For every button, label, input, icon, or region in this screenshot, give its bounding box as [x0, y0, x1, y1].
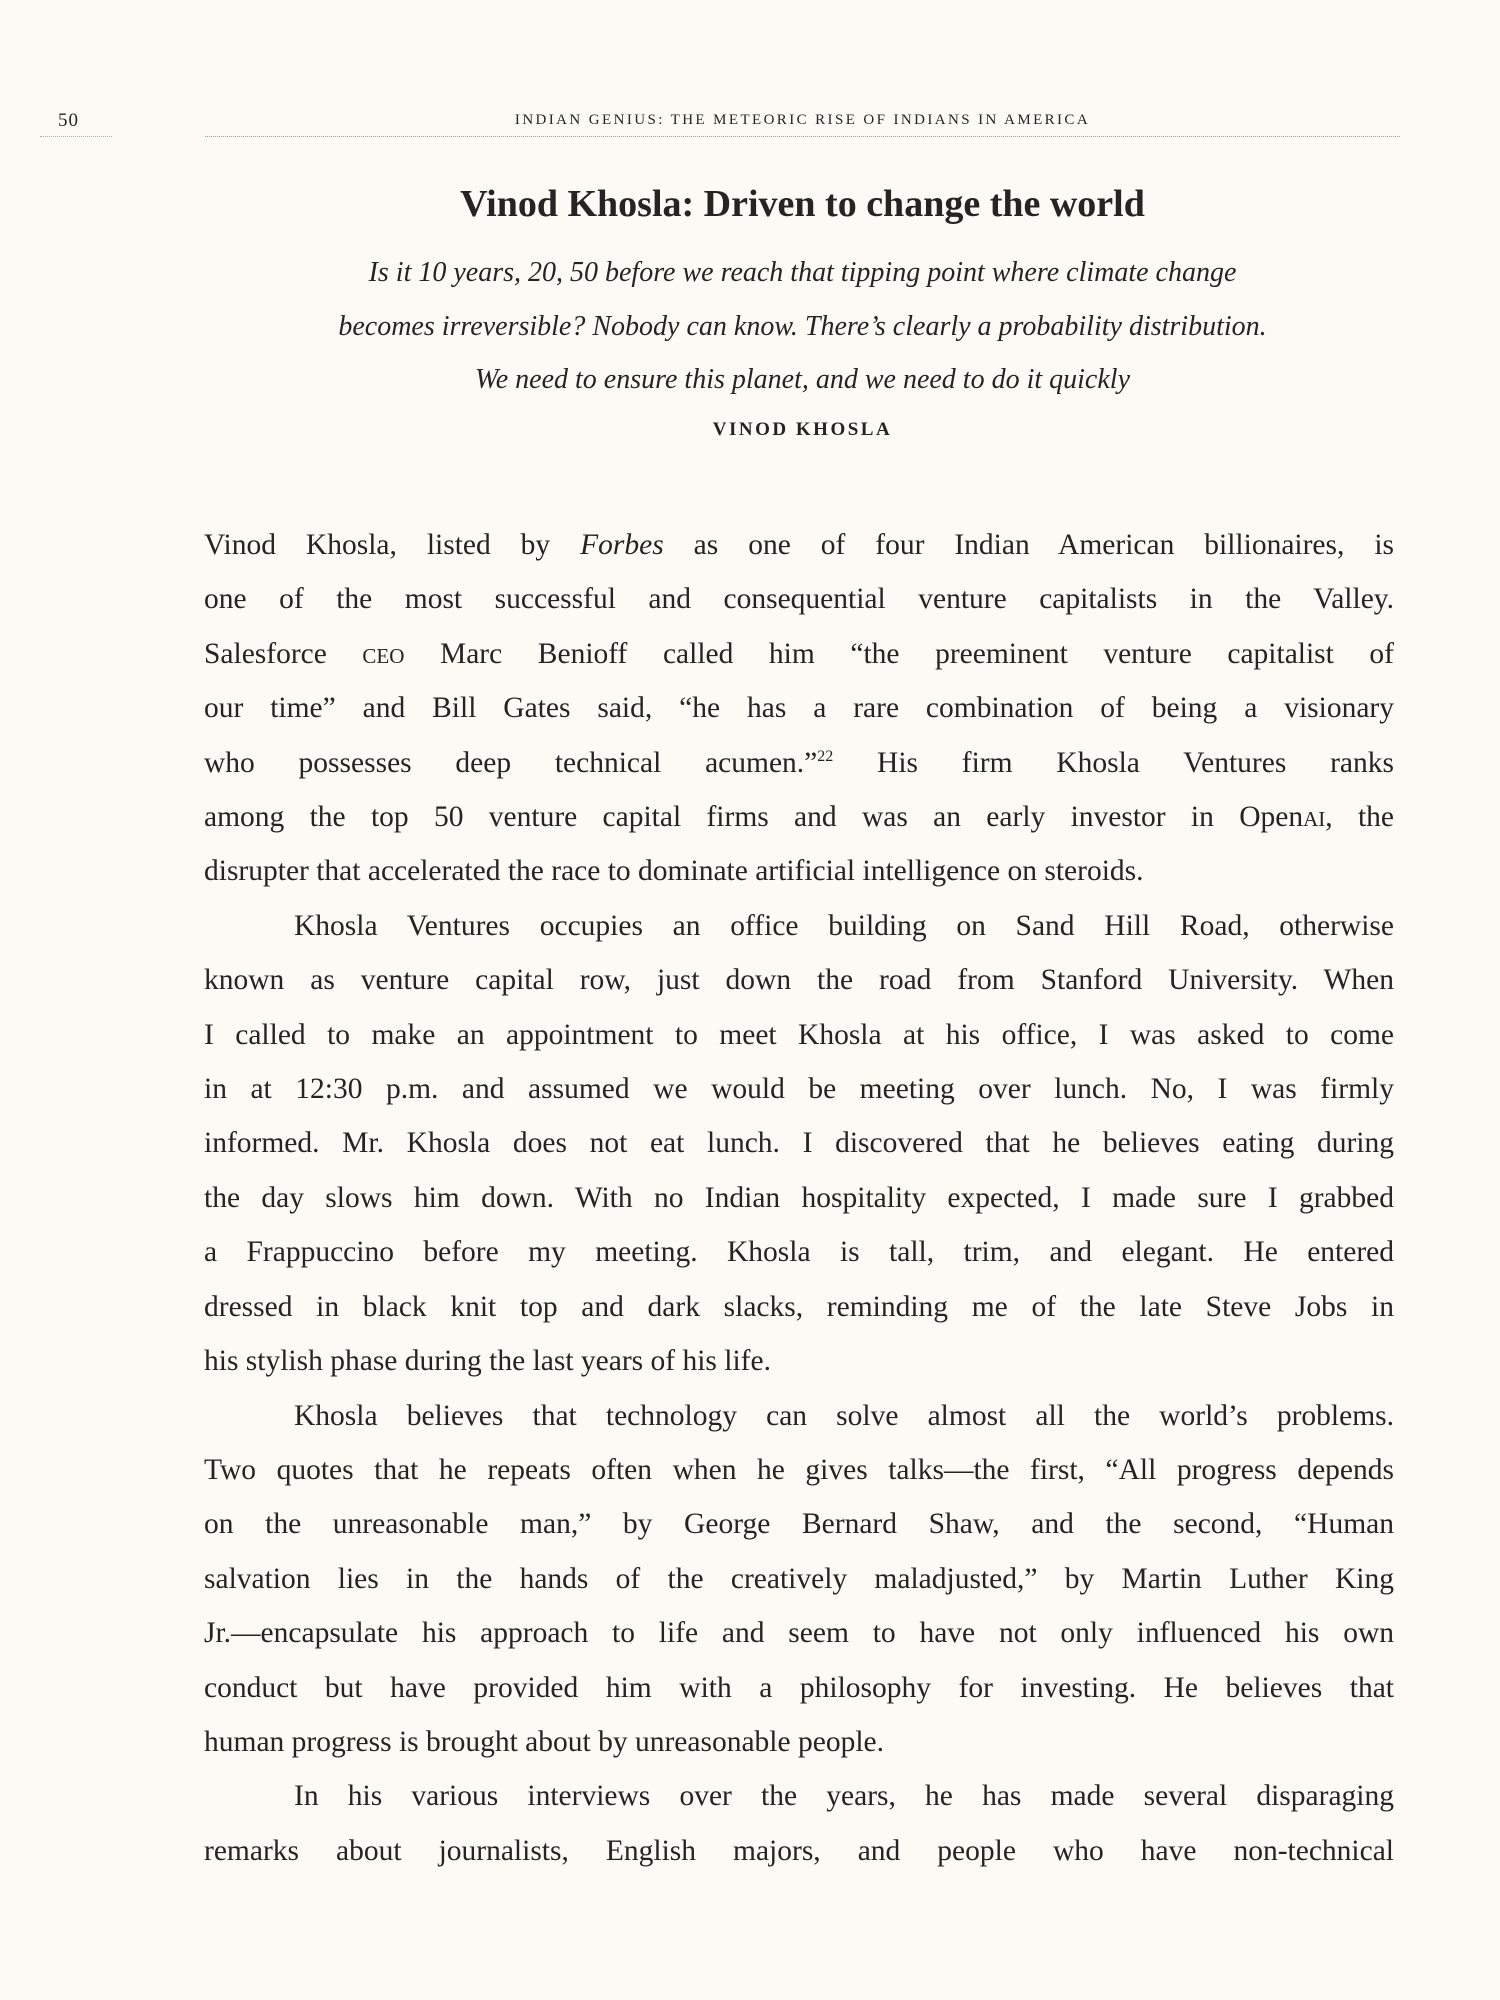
- body-line: one of the most successful and consequential venture capitalists in the Valley.: [204, 583, 1394, 616]
- body-line: in at 12:30 p.m. and assumed we would be meeting over lunch. No, I was firmly: [204, 1073, 1394, 1106]
- chapter-title: Vinod Khosla: Driven to change the world: [460, 183, 1145, 225]
- text-segment: Marc Benioff called him “the preeminent venture capitalist of: [404, 637, 1394, 670]
- running-header: INDIAN GENIUS: THE METEORIC RISE OF INDIANS IN AMERICA: [514, 112, 1091, 128]
- text-segment: Salesforce: [204, 637, 363, 670]
- text-segment: among the top 50 venture capital firms and was an early investor in Open: [204, 801, 1304, 834]
- body-line: [204, 627, 1394, 681]
- body-line: our time” and Bill Gates said, “he has a rare combination of being a visionary: [204, 692, 1394, 725]
- body-line: Jr.—encapsulate his approach to life and seem to have not only influenced his own: [204, 1617, 1394, 1650]
- body-line: dressed in black knit top and dark slacks, reminding me of the late Steve Jobs in: [204, 1290, 1394, 1323]
- epigraph-line: becomes irreversible? Nobody can know. There’s clearly a probability distribution.: [338, 310, 1267, 342]
- body-line: known as venture capital row, just down the road from Stanford University. When: [204, 964, 1394, 997]
- text-segment: who possesses deep technical acumen.”: [204, 746, 818, 779]
- body-line: I called to make an appointment to meet Khosla at his office, I was asked to come: [204, 1018, 1394, 1051]
- body-line: the day slows him down. With no Indian hospitality expected, I made sure I grabbed: [204, 1181, 1394, 1214]
- body-text: [204, 518, 1394, 1878]
- text-segment: , the: [1325, 801, 1394, 834]
- page-number: 50: [58, 110, 79, 131]
- body-line: his stylish phase during the last years of his life.: [204, 1345, 771, 1378]
- body-line: Two quotes that he repeats often when he gives talks—the first, “All progress depends: [204, 1453, 1394, 1486]
- body-line: salvation lies in the hands of the creatively maladjusted,” by Martin Luther King: [204, 1562, 1394, 1595]
- page-number-rule: [40, 136, 112, 137]
- footnote-ref: 22: [817, 747, 834, 765]
- body-line: remarks about journalists, English majors, and people who have non-technical: [204, 1834, 1394, 1867]
- body-line: informed. Mr. Khosla does not eat lunch. I discovered that he believes eating during: [204, 1127, 1394, 1160]
- text-segment: ceo: [362, 637, 405, 670]
- body-line: Khosla Ventures occupies an office building on Sand Hill Road, otherwise: [294, 909, 1394, 942]
- body-line: [204, 518, 1394, 572]
- text-segment: His firm Khosla Ventures ranks: [833, 746, 1394, 779]
- body-line: on the unreasonable man,” by George Bernard Shaw, and the second, “Human: [204, 1508, 1394, 1541]
- text-segment: ai: [1303, 801, 1326, 834]
- epigraph: [205, 246, 1400, 407]
- body-line: human progress is brought about by unreasonable people.: [204, 1725, 884, 1758]
- body-line: a Frappuccino before my meeting. Khosla is tall, trim, and elegant. He entered: [204, 1236, 1394, 1269]
- text-segment: Forbes: [580, 529, 664, 561]
- text-segment: as one of four Indian American billionaires, is: [663, 529, 1394, 561]
- epigraph-line: Is it 10 years, 20, 50 before we reach that tipping point where climate change: [368, 257, 1237, 288]
- body-line: [204, 790, 1394, 844]
- epigraph-line: We need to ensure this planet, and we need to do it quickly: [474, 364, 1130, 395]
- body-line: disrupter that accelerated the race to dominate artificial intelligence on steroids.: [204, 855, 1144, 888]
- body-line: [204, 736, 1394, 790]
- epigraph-attribution: VINOD KHOSLA: [712, 419, 893, 440]
- body-line: conduct but have provided him with a philosophy for investing. He believes that: [204, 1671, 1394, 1704]
- body-line: In his various interviews over the years, he has made several disparaging: [294, 1780, 1394, 1813]
- body-line: Khosla believes that technology can solve almost all the world’s problems.: [294, 1399, 1394, 1432]
- text-segment: Vinod Khosla, listed by: [204, 529, 581, 561]
- header-rule: [205, 136, 1400, 137]
